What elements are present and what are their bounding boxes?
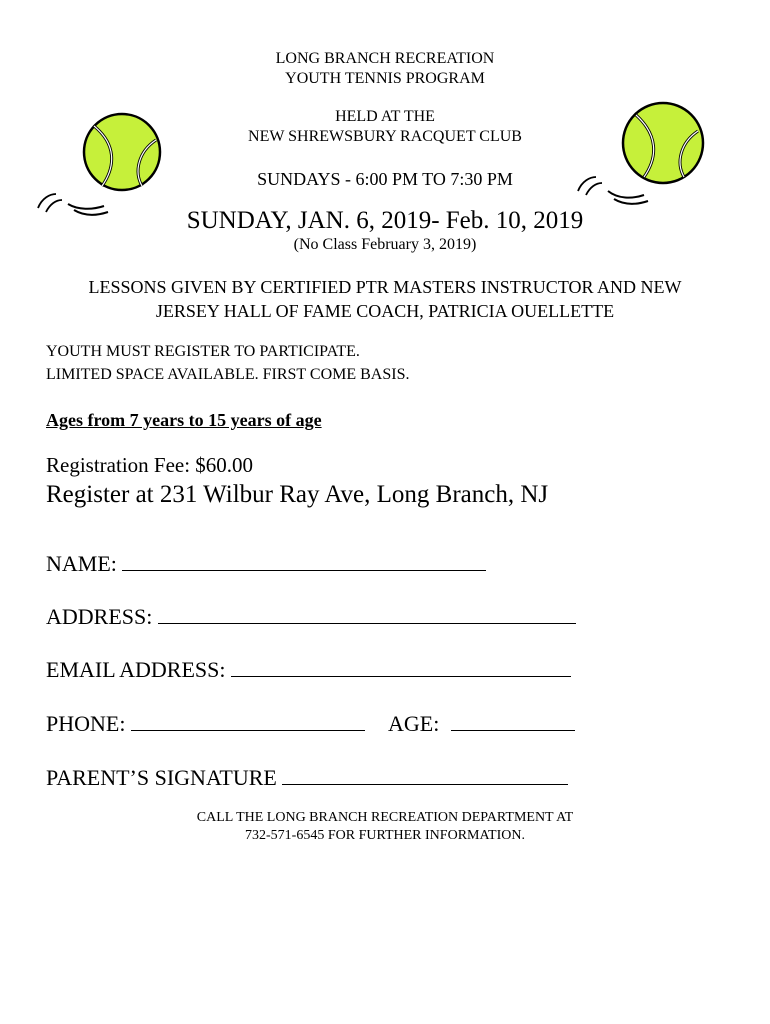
name-field[interactable] [46,550,486,578]
lessons-line-1: LESSONS GIVEN BY CERTIFIED PTR MASTERS INSTRUCTOR AND NEW [88,277,682,297]
notice-line-1: YOUTH MUST REGISTER TO PARTICIPATE. [46,343,360,360]
phone-label: PHONE: [46,711,126,736]
age-field[interactable] [388,710,575,738]
register-location: Register at 231 Wilbur Ray Ave, Long Branch, NJ [46,481,549,508]
footer-line-2: 732-571-6545 FOR FURTHER INFORMATION. [245,828,525,843]
age-line[interactable] [451,710,575,731]
footer-line-1: CALL THE LONG BRANCH RECREATION DEPARTMENT AT [196,810,574,825]
program-name: YOUTH TENNIS PROGRAM [285,70,485,87]
age-label: AGE: [388,711,440,736]
name-line[interactable] [122,550,486,571]
date-range: SUNDAY, JAN. 6, 2019- Feb. 10, 2019 [186,207,584,234]
org-name: LONG BRANCH RECREATION [275,50,495,67]
no-class-note: (No Class February 3, 2019) [293,236,477,253]
address-line[interactable] [158,603,576,624]
registration-fee: Registration Fee: $60.00 [46,453,254,477]
email-line[interactable] [231,656,571,677]
signature-field[interactable] [46,764,568,792]
venue-name: NEW SHREWSBURY RACQUET CLUB [248,128,522,145]
signature-line[interactable] [282,764,568,785]
address-label: ADDRESS: [46,604,153,629]
phone-line[interactable] [131,710,365,731]
notice-line-2: LIMITED SPACE AVAILABLE. FIRST COME BASIS. [46,366,410,383]
address-field[interactable] [46,603,576,631]
signature-label: PARENT’S SIGNATURE [46,765,277,790]
name-label: NAME: [46,551,117,576]
lessons-line-2: JERSEY HALL OF FAME COACH, PATRICIA OUELLETTE [155,301,615,321]
held-at-label: HELD AT THE [335,108,435,125]
email-label: EMAIL ADDRESS: [46,657,226,682]
phone-field[interactable] [46,710,365,738]
ages-range: Ages from 7 years to 15 years of age [46,410,322,430]
email-field[interactable] [46,656,571,684]
session-time: SUNDAYS - 6:00 PM TO 7:30 PM [257,169,513,189]
